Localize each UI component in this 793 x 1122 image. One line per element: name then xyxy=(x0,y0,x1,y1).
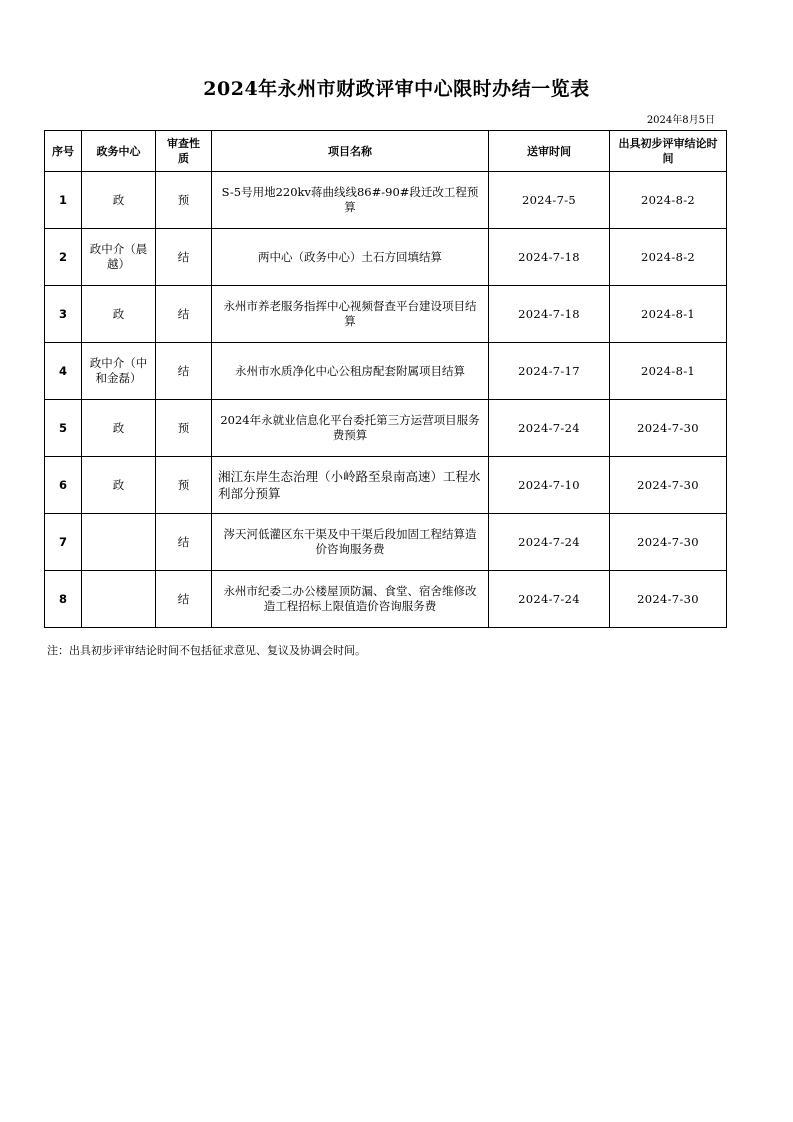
footnote: 注：出具初步评审结论时间不包括征求意见、复议及协调会时间。 xyxy=(47,644,366,657)
row-type: 结 xyxy=(156,571,212,628)
header-result-time: 出具初步评审结论时间 xyxy=(610,131,727,172)
row-center: 政中介（晨越） xyxy=(82,229,156,286)
header-type: 审查性质 xyxy=(156,131,212,172)
row-submit-time: 2024-7-10 xyxy=(489,457,610,514)
row-center xyxy=(82,514,156,571)
report-date: 2024年8月5日 xyxy=(646,115,715,126)
table-row xyxy=(45,229,727,286)
row-no: 5 xyxy=(45,400,82,457)
row-submit-time: 2024-7-5 xyxy=(489,172,610,229)
table-row xyxy=(45,172,727,229)
row-no: 1 xyxy=(45,172,82,229)
row-center: 政中介（中和金磊） xyxy=(82,343,156,400)
row-result-time: 2024-8-1 xyxy=(610,286,727,343)
row-submit-time: 2024-7-18 xyxy=(489,229,610,286)
row-project-name: S-5号用地220kv蒋曲线线86#-90#段迁改工程预算 xyxy=(212,172,489,229)
row-no: 6 xyxy=(45,457,82,514)
row-project-name: 两中心（政务中心）土石方回填结算 xyxy=(212,229,489,286)
table-row xyxy=(45,343,727,400)
row-no: 4 xyxy=(45,343,82,400)
row-result-time: 2024-8-1 xyxy=(610,343,727,400)
page-title: 2024年永州市财政评审中心限时办结一览表 xyxy=(203,78,590,100)
table-row xyxy=(45,457,727,514)
header-submit-time: 送审时间 xyxy=(489,131,610,172)
table-header-row xyxy=(45,131,727,172)
row-submit-time: 2024-7-24 xyxy=(489,400,610,457)
row-type: 结 xyxy=(156,514,212,571)
row-type: 预 xyxy=(156,457,212,514)
row-result-time: 2024-7-30 xyxy=(610,400,727,457)
row-result-time: 2024-7-30 xyxy=(610,571,727,628)
row-project-name: 永州市水质净化中心公租房配套附属项目结算 xyxy=(212,343,489,400)
row-no: 7 xyxy=(45,514,82,571)
row-submit-time: 2024-7-18 xyxy=(489,286,610,343)
row-type: 结 xyxy=(156,286,212,343)
row-result-time: 2024-8-2 xyxy=(610,229,727,286)
row-submit-time: 2024-7-24 xyxy=(489,571,610,628)
row-type: 预 xyxy=(156,400,212,457)
table-row xyxy=(45,400,727,457)
row-center: 政 xyxy=(82,400,156,457)
row-project-name: 永州市纪委二办公楼屋顶防漏、食堂、宿舍维修改造工程招标上限值造价咨询服务费 xyxy=(212,571,489,628)
row-type: 结 xyxy=(156,229,212,286)
row-type: 预 xyxy=(156,172,212,229)
row-type: 结 xyxy=(156,343,212,400)
header-name: 项目名称 xyxy=(212,131,489,172)
row-center: 政 xyxy=(82,172,156,229)
row-center xyxy=(82,571,156,628)
row-center: 政 xyxy=(82,457,156,514)
row-project-name: 2024年永就业信息化平台委托第三方运营项目服务费预算 xyxy=(212,400,489,457)
table-row xyxy=(45,286,727,343)
row-no: 8 xyxy=(45,571,82,628)
row-no: 2 xyxy=(45,229,82,286)
row-project-name: 永州市养老服务指挥中心视频督查平台建设项目结算 xyxy=(212,286,489,343)
row-result-time: 2024-7-30 xyxy=(610,514,727,571)
row-submit-time: 2024-7-17 xyxy=(489,343,610,400)
row-no: 3 xyxy=(45,286,82,343)
row-project-name: 涔天河低灌区东干渠及中干渠后段加固工程结算造价咨询服务费 xyxy=(212,514,489,571)
header-no: 序号 xyxy=(45,131,82,172)
row-project-name: 湘江东岸生态治理（小岭路至泉南高速）工程水利部分预算 xyxy=(212,457,489,514)
review-table xyxy=(44,130,727,628)
table-row xyxy=(45,571,727,628)
table-row xyxy=(45,514,727,571)
row-center: 政 xyxy=(82,286,156,343)
row-result-time: 2024-8-2 xyxy=(610,172,727,229)
header-center: 政务中心 xyxy=(82,131,156,172)
row-submit-time: 2024-7-24 xyxy=(489,514,610,571)
row-result-time: 2024-7-30 xyxy=(610,457,727,514)
